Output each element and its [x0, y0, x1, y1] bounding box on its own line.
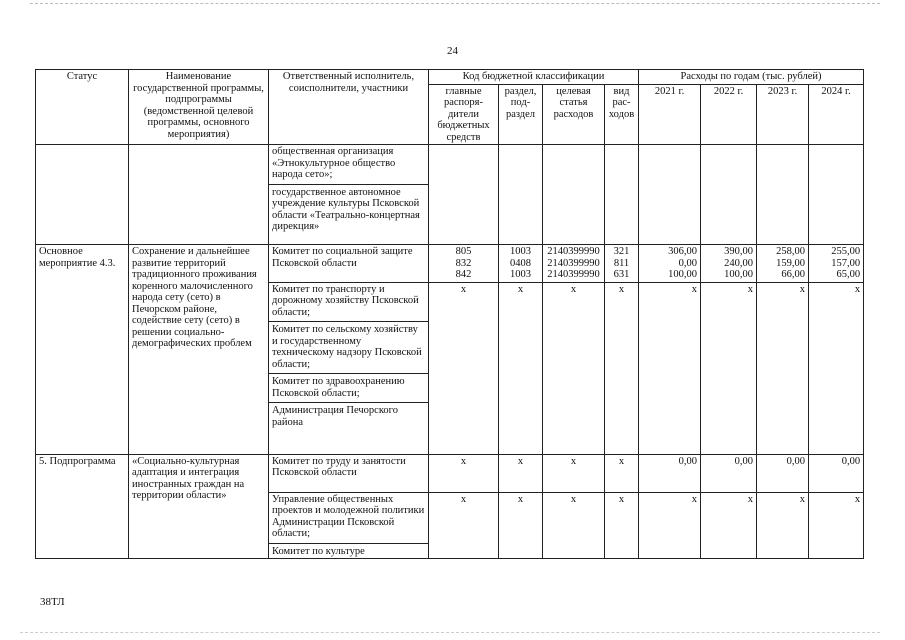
x-mark: x [605, 492, 639, 559]
kind-cell: 321 811 631 [605, 245, 639, 283]
x-mark: x [639, 282, 701, 454]
col-executor: Ответственный исполнитель, соисполнители, участники [269, 70, 429, 145]
col-kind: вид рас-ходов [605, 84, 639, 145]
y2022-cell: 390,00 240,00 100,00 [701, 245, 757, 283]
name-cell: «Социально-культурная адаптация и интеграция иностранных граждан на территории области» [129, 454, 269, 559]
x-mark: x [499, 492, 543, 559]
executor-cell: Комитет по социальной защите Псковской области [269, 245, 429, 283]
x-mark: x [543, 282, 605, 454]
x-mark: x [809, 492, 864, 559]
x-mark: x [605, 282, 639, 454]
header-row-1 [36, 70, 864, 85]
col-spending: Расходы по годам (тыс. рублей) [639, 70, 864, 85]
col-grbs: главные распоря-дители бюджетных средств [429, 84, 499, 145]
section-cell: 1003 0408 1003 [499, 245, 543, 283]
table-row [36, 454, 864, 492]
col-2021: 2021 г. [639, 84, 701, 145]
col-section: раздел, под-раздел [499, 84, 543, 145]
x-mark: x [499, 454, 543, 492]
x-mark: x [429, 454, 499, 492]
col-2022: 2022 г. [701, 84, 757, 145]
table-row [36, 245, 864, 283]
x-mark: x [701, 492, 757, 559]
x-mark: x [701, 282, 757, 454]
x-mark: x [639, 492, 701, 559]
grbs-cell: 805 832 842 [429, 245, 499, 283]
footer-code: 38ТЛ [40, 596, 65, 608]
scan-edge-top [30, 3, 880, 4]
x-mark: x [543, 454, 605, 492]
x-mark: x [757, 492, 809, 559]
page-number: 24 [447, 45, 458, 57]
col-2024: 2024 г. [809, 84, 864, 145]
executor-cell: Комитет по труду и занятости Псковской области [269, 454, 429, 492]
x-mark: x [429, 282, 499, 454]
x-mark: x [429, 492, 499, 559]
y2023-cell: 0,00 [757, 454, 809, 492]
executor-cell: Комитет по транспорту и дорожному хозяйству Псковской области; Комитет по сельскому хозяйству и государственному техническому надзору Псковской области; Комитет по здравоохранению Псковской области; Администрация Печорского района [269, 282, 429, 454]
x-mark: x [499, 282, 543, 454]
x-mark: x [809, 282, 864, 454]
x-mark: x [543, 492, 605, 559]
x-mark: x [605, 454, 639, 492]
status-cell: Основное мероприятие 4.3. [36, 245, 129, 455]
name-cell: Сохранение и дальнейшее развитие территорий традиционного проживания коренного малочисленного народа сету (сето) в Печорском районе, содействие сету (сето) в решении социально-демографических проблем [129, 245, 269, 455]
col-2023: 2023 г. [757, 84, 809, 145]
col-status: Статус [36, 70, 129, 145]
col-name: Наименование государственной программы, подпрограммы (ведомственной целевой программы, основного мероприятия) [129, 70, 269, 145]
x-mark: x [757, 282, 809, 454]
scan-edge-bottom [20, 632, 880, 633]
executor-cell: Управление общественных проектов и молодежной политики Администрации Псковской области; Комитет по культуре [269, 492, 429, 559]
col-budget-code: Код бюджетной классификации [429, 70, 639, 85]
y2024-cell: 255,00 157,00 65,00 [809, 245, 864, 283]
target-cell: 2140399990 2140399990 2140399990 [543, 245, 605, 283]
y2021-cell: 306,00 0,00 100,00 [639, 245, 701, 283]
table-row [36, 145, 864, 245]
y2023-cell: 258,00 159,00 66,00 [757, 245, 809, 283]
col-target: целевая статья расходов [543, 84, 605, 145]
y2022-cell: 0,00 [701, 454, 757, 492]
executor-cell: общественная организация «Этнокультурное общество народа сето»; государственное автономное учреждение культуры Псковской области «Театрально-концертная дирекция» [269, 145, 429, 245]
y2024-cell: 0,00 [809, 454, 864, 492]
status-cell: 5. Подпрограмма [36, 454, 129, 559]
y2021-cell: 0,00 [639, 454, 701, 492]
budget-table [35, 69, 864, 559]
